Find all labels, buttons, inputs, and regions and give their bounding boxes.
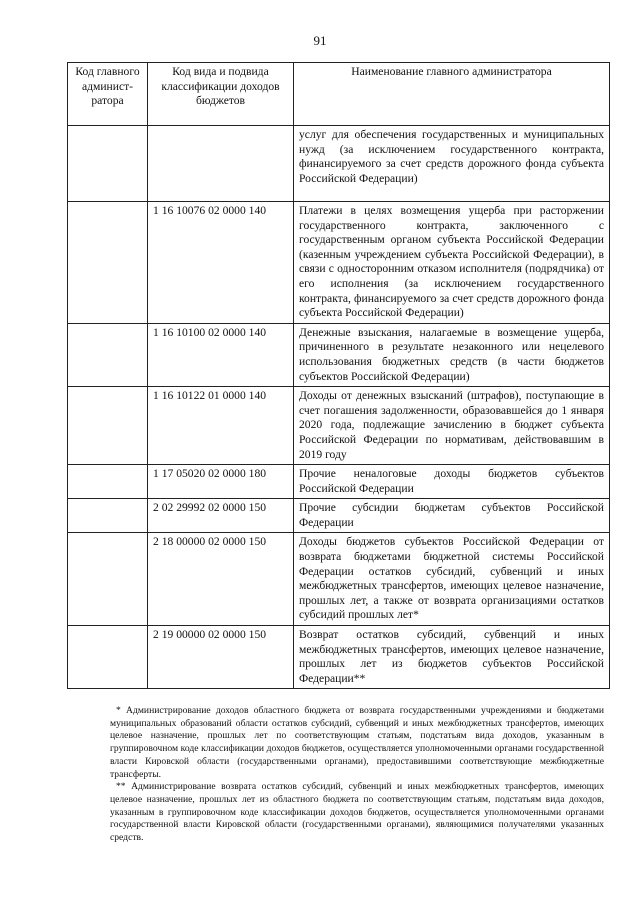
admin-name-cell: Денежные взыскания, налагаемые в возмещение ущерба, причиненного в результате незаконного или нецелевого использования бюджетных средств (в части бюджетов субъектов Российской Федерации) <box>294 323 610 386</box>
table-header-row <box>68 63 610 126</box>
table-row <box>68 323 610 386</box>
revenue-code-cell <box>148 126 294 202</box>
footnotes <box>110 705 604 845</box>
revenue-code-cell: 1 17 05020 02 0000 180 <box>148 465 294 499</box>
admin-code-cell <box>68 323 148 386</box>
admin-code-cell <box>68 626 148 689</box>
admin-code-cell <box>68 533 148 626</box>
admin-name-cell: Прочие субсидии бюджетам субъектов Российской Федерации <box>294 499 610 533</box>
admin-name-cell: Платежи в целях возмещения ущерба при расторжении государственного контракта, заключенного с государственным органом субъекта Российской Федерации (казенным учреждением субъекта Российской Федерации), в связи с односторонним отказом исполнителя (подрядчика) от его исполнения (за исключением государственного контракта, финансируемого за счет средств дорожного фонда субъекта Российской Федерации) <box>294 202 610 324</box>
header-revenue-code: Код вида и подвида классификации доходов бюджетов <box>148 63 294 126</box>
admin-code-cell <box>68 499 148 533</box>
admin-name-cell: Прочие неналоговые доходы бюджетов субъектов Российской Федерации <box>294 465 610 499</box>
table-row <box>68 126 610 202</box>
revenue-codes-table <box>67 62 610 689</box>
table-row <box>68 626 610 689</box>
admin-code-cell <box>68 465 148 499</box>
admin-code-cell <box>68 126 148 202</box>
table-row <box>68 465 610 499</box>
revenue-code-cell: 2 02 29992 02 0000 150 <box>148 499 294 533</box>
revenue-code-cell: 2 18 00000 02 0000 150 <box>148 533 294 626</box>
header-admin-name: Наименование главного администратора <box>294 63 610 126</box>
admin-code-cell <box>68 202 148 324</box>
table-row <box>68 202 610 324</box>
revenue-code-cell: 1 16 10122 01 0000 140 <box>148 387 294 465</box>
footnote-1: * Администрирование доходов областного бюджета от возврата государственными учреждениями и бюджетами муниципальных образований области остатков субсидий, субвенций и иных межбюджетных трансфертов, имеющих целевое назначение, прошлых лет по соответствующим статьям, подстатьям вида доходов, указанным в группировочном коде классификации доходов бюджетов, осуществляется уполномоченными органами государственной власти Кировской области (государственными органами), предоставившими соответствующие межбюджетные трансферты. <box>110 705 604 780</box>
admin-name-cell: услуг для обеспечения государственных и муниципальных нужд (за исключением государственного контракта, финансируемого за счет средств дорожного фонда субъекта Российской Федерации) <box>294 126 610 202</box>
table-row <box>68 499 610 533</box>
table-row <box>68 387 610 465</box>
revenue-code-cell: 1 16 10100 02 0000 140 <box>148 323 294 386</box>
admin-code-cell <box>68 387 148 465</box>
page-number: 91 <box>313 33 327 48</box>
admin-name-cell: Возврат остатков субсидий, субвенций и иных межбюджетных трансфертов, имеющих целевое назначение, прошлых лет из бюджетов субъектов Российской Федерации** <box>294 626 610 689</box>
revenue-code-cell: 1 16 10076 02 0000 140 <box>148 202 294 324</box>
header-admin-code: Код главного админист-ратора <box>68 63 148 126</box>
footnote-2: ** Администрирование возврата остатков субсидий, субвенций и иных межбюджетных трансфертов, имеющих целевое назначение, прошлых лет из областного бюджета по соответствующим статьям, подстатьям вида доходов, указанным в группировочном коде классификации доходов бюджетов, осуществляется уполномоченными органами государственной власти Кировской области (государственными органами), являющимися получателями указанных средств. <box>110 781 604 844</box>
table-row <box>68 533 610 626</box>
revenue-code-cell: 2 19 00000 02 0000 150 <box>148 626 294 689</box>
admin-name-cell: Доходы бюджетов субъектов Российской Федерации от возврата бюджетами бюджетной системы Российской Федерации остатков субсидий, субвенций и иных межбюджетных трансфертов, имеющих целевое назначение, прошлых лет, а также от возврата организациями остатков субсидий прошлых лет* <box>294 533 610 626</box>
admin-name-cell: Доходы от денежных взысканий (штрафов), поступающие в счет погашения задолженности, образовавшейся до 1 января 2020 года, подлежащие зачислению в бюджет субъекта Российской Федерации по нормативам, действовавшим в 2019 году <box>294 387 610 465</box>
